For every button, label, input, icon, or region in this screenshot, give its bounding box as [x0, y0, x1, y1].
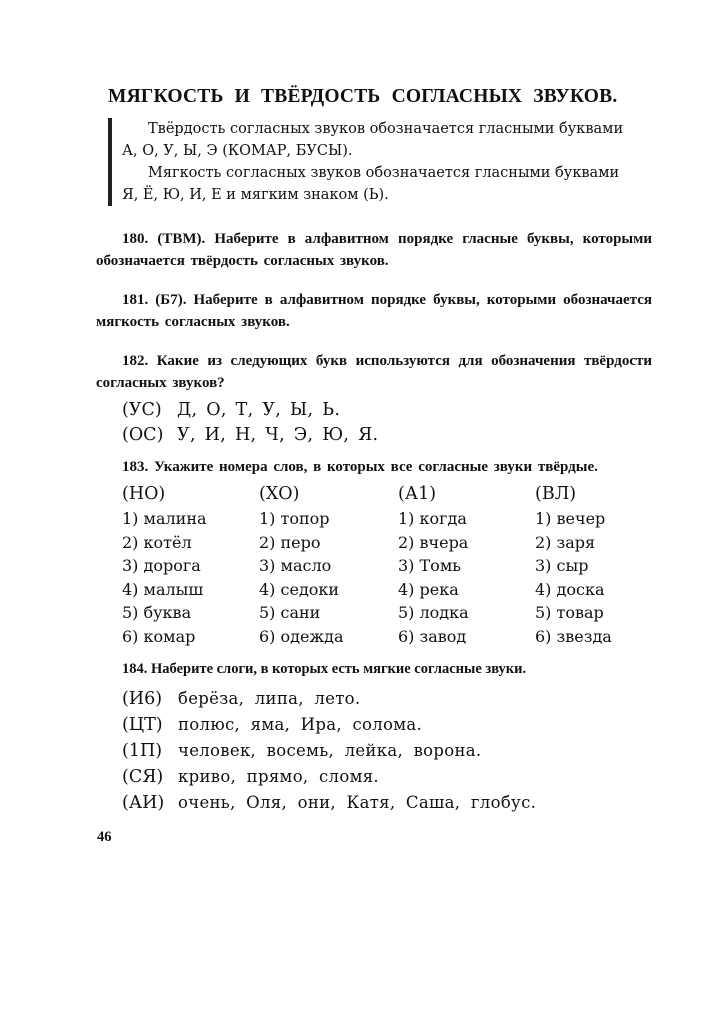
- option-text: криво, прямо, сломя.: [178, 767, 379, 786]
- word-item: 1) вечер: [535, 509, 606, 528]
- task-180-heading: [96, 228, 652, 272]
- answer-option[interactable]: [122, 686, 652, 712]
- task-183: [96, 456, 652, 648]
- word-item: 5) товар: [535, 603, 604, 622]
- option-code: (1П): [122, 741, 163, 761]
- word-item: 4) доска: [535, 579, 605, 599]
- answer-option[interactable]: [122, 423, 652, 448]
- syllable-options: [122, 686, 652, 816]
- word-item: 4) река: [398, 579, 459, 599]
- task-number: 180.: [122, 231, 149, 247]
- task-text: (Б7). Наберите в алфавитном порядке буквы, которыми обозначается мягкость согласных звуков.: [96, 292, 652, 330]
- task-text: Укажите номера слов, в которых все согласные звуки твёрдые.: [154, 459, 598, 475]
- rule-box: [108, 118, 652, 206]
- option-text: очень, Оля, они, Катя, Саша, глобус.: [178, 793, 537, 812]
- task-text: Какие из следующих букв используются для обозначения твёрдости согласных звуков?: [96, 353, 652, 391]
- task-number: 183.: [122, 459, 149, 475]
- task-180: [96, 228, 652, 272]
- answer-option[interactable]: [122, 764, 652, 790]
- answer-options: [122, 398, 652, 448]
- task-text: Наберите слоги, в которых есть мягкие согласные звуки.: [151, 661, 527, 677]
- task-text: (ТВМ). Наберите в алфавитном порядке гласные буквы, которыми обозначается твёрдость согласных звуков.: [96, 231, 653, 269]
- option-text: полюс, яма, Ира, солома.: [178, 715, 423, 734]
- answer-option[interactable]: [122, 712, 652, 738]
- option-code: (И6): [122, 689, 163, 709]
- option-text: человек, восемь, лейка, ворона.: [178, 741, 482, 760]
- word-item: 6) звезда: [535, 626, 612, 646]
- option-code: (СЯ): [122, 767, 164, 787]
- task-number: 182.: [122, 353, 149, 369]
- answer-option[interactable]: [122, 738, 652, 764]
- word-item: 6) одежда: [259, 626, 344, 646]
- task-183-heading: [96, 456, 652, 478]
- column-code[interactable]: (А1): [398, 484, 437, 504]
- column-code[interactable]: (ВЛ): [535, 484, 577, 504]
- word-item: 5) сани: [259, 603, 321, 622]
- task-181-heading: [96, 289, 652, 333]
- answer-option[interactable]: [122, 398, 652, 423]
- option-text: Д, О, Т, У, Ы, Ь.: [177, 400, 341, 420]
- word-item: 3) сыр: [535, 556, 589, 575]
- word-columns: [122, 482, 652, 648]
- word-item: 2) вчера: [398, 532, 469, 552]
- option-code: (УС): [122, 400, 162, 420]
- option-code: (АИ): [122, 793, 165, 813]
- word-item: 6) завод: [398, 626, 467, 646]
- word-item: 3) Томь: [398, 556, 461, 575]
- word-item: 5) лодка: [398, 603, 469, 622]
- word-item: 3) масло: [259, 556, 332, 575]
- page-title: МЯГКОСТЬ И ТВЁРДОСТЬ СОГЛАСНЫХ ЗВУКОВ.: [108, 86, 618, 107]
- word-item: 4) седоки: [259, 579, 340, 599]
- option-code: (ОС): [122, 425, 164, 445]
- option-text: У, И, Н, Ч, Э, Ю, Я.: [177, 425, 379, 445]
- task-181: [96, 289, 652, 333]
- option-code: (ЦТ): [122, 715, 163, 735]
- word-item: 6) комар: [122, 626, 196, 646]
- task-number: 184.: [122, 661, 148, 677]
- answer-option[interactable]: [122, 790, 652, 816]
- task-184-heading: [96, 658, 652, 680]
- column-code[interactable]: (НО): [122, 484, 166, 504]
- word-item: 2) котёл: [122, 532, 192, 552]
- word-item: 1) топор: [259, 509, 330, 528]
- rule-line: Мягкость согласных звуков обозначается гласными буквами: [148, 165, 620, 181]
- page-number: 46: [97, 829, 112, 845]
- option-text: берёза, липа, лето.: [178, 689, 361, 708]
- task-182: [96, 350, 652, 448]
- word-item: 5) буква: [122, 603, 192, 622]
- word-item: 2) заря: [535, 532, 596, 552]
- word-item: 3) дорога: [122, 556, 201, 575]
- rule-line: А, О, У, Ы, Э (КОМАР, БУСЫ).: [122, 143, 353, 159]
- word-item: 1) малина: [122, 509, 207, 528]
- rule-line: Твёрдость согласных звуков обозначается гласными буквами: [148, 121, 624, 137]
- word-item: 1) когда: [398, 509, 467, 528]
- word-item: 2) перо: [259, 532, 321, 552]
- task-number: 181.: [122, 292, 149, 308]
- task-182-heading: [96, 350, 652, 394]
- task-184: [96, 658, 652, 816]
- rule-line: Я, Ё, Ю, И, Е и мягким знаком (Ь).: [122, 187, 389, 203]
- column-code[interactable]: (ХО): [259, 484, 300, 504]
- word-item: 4) малыш: [122, 579, 204, 599]
